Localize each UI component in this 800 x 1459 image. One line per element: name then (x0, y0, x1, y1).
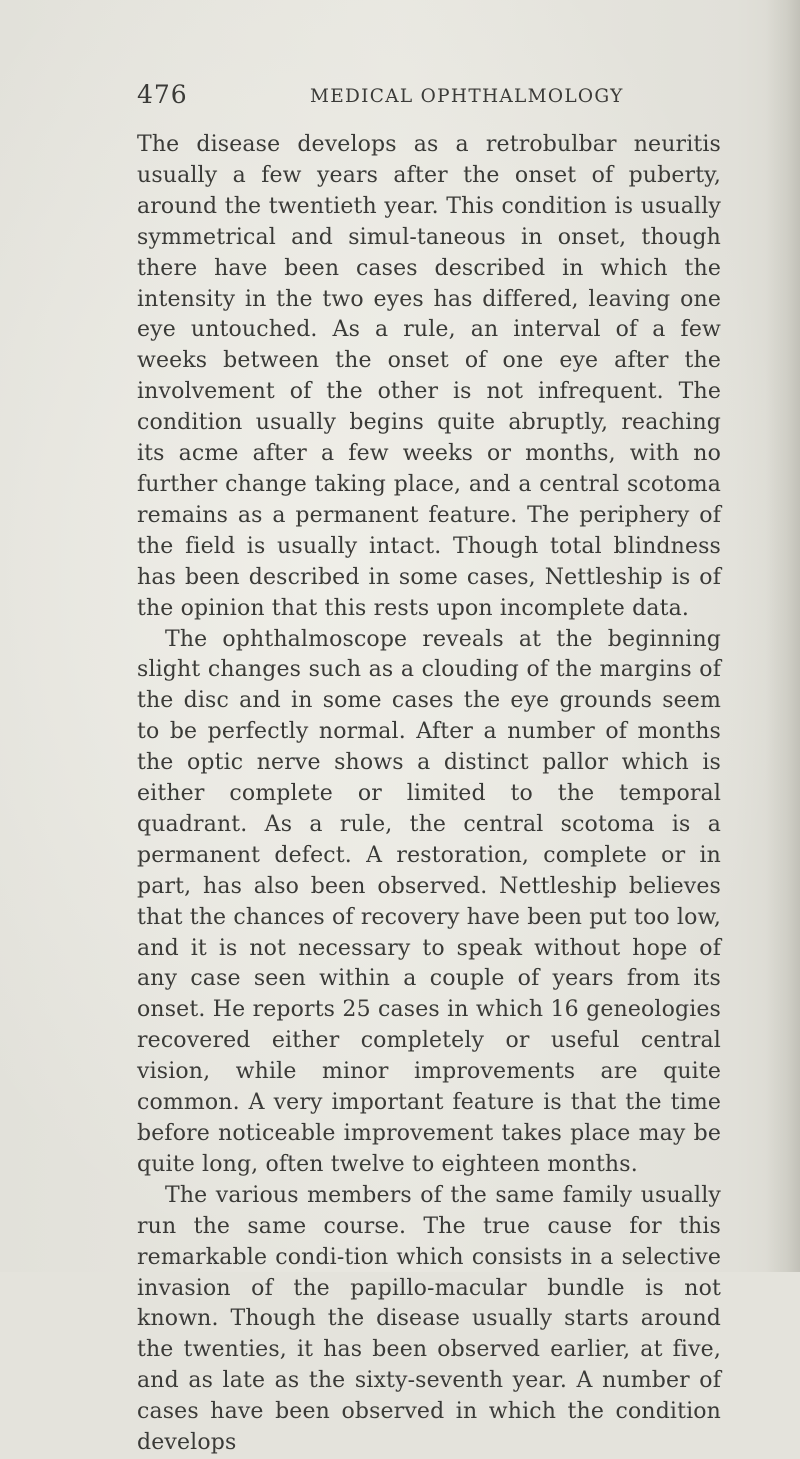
body-text (137, 130, 721, 1459)
paragraph-1: The disease develops as a retrobulbar neuritis usually a few years after the onset of puberty, around the twentieth year. This condition is usually symmetrical and simul-taneous in onset, though there have been cases described in which the intensity in the two eyes has differed, leaving one eye untouched. As a rule, an interval of a few weeks between the onset of one eye after the involvement of the other is not infrequent. The condition usually begins quite abruptly, reaching its acme after a few weeks or months, with no further change taking place, and a central scotoma remains as a permanent feature. The periphery of the field is usually intact. Though total blindness has been described in some cases, Nettleship is of the opinion that this rests upon incomplete data. (137, 132, 721, 621)
running-head (137, 80, 737, 114)
running-title: MEDICAL OPHTHALMOLOGY (310, 86, 624, 107)
paragraph-2: The ophthalmoscope reveals at the beginning slight changes such as a clouding of the margins of the disc and in some cases the eye grounds seem to be perfectly normal. After a number of months the optic nerve shows a distinct pallor which is either complete or limited to the temporal quadrant. As a rule, the central scotoma is a permanent defect. A restoration, complete or in part, has also been observed. Nettleship believes that the chances of recovery have been put too low, and it is not necessary to speak without hope of any case seen within a couple of years from its onset. He reports 25 cases in which 16 geneologies recovered either completely or useful central vision, while minor improvements are quite common. A very important feature is that the time before noticeable improvement takes place may be quite long, often twelve to eighteen months. (137, 626, 721, 1177)
page-number: 476 (137, 80, 188, 109)
page-edge-shadow (766, 0, 800, 1272)
paragraph-3: The various members of the same family usually run the same course. The true cause for this remarkable condi-tion which consists in a selective invasion of the papillo-macular bundle is not known. Though the disease usually starts around the twenties, it has been observed earlier, at five, and as late as the sixty-seventh year. A number of cases have been observed in which the condition develops (137, 1182, 721, 1456)
